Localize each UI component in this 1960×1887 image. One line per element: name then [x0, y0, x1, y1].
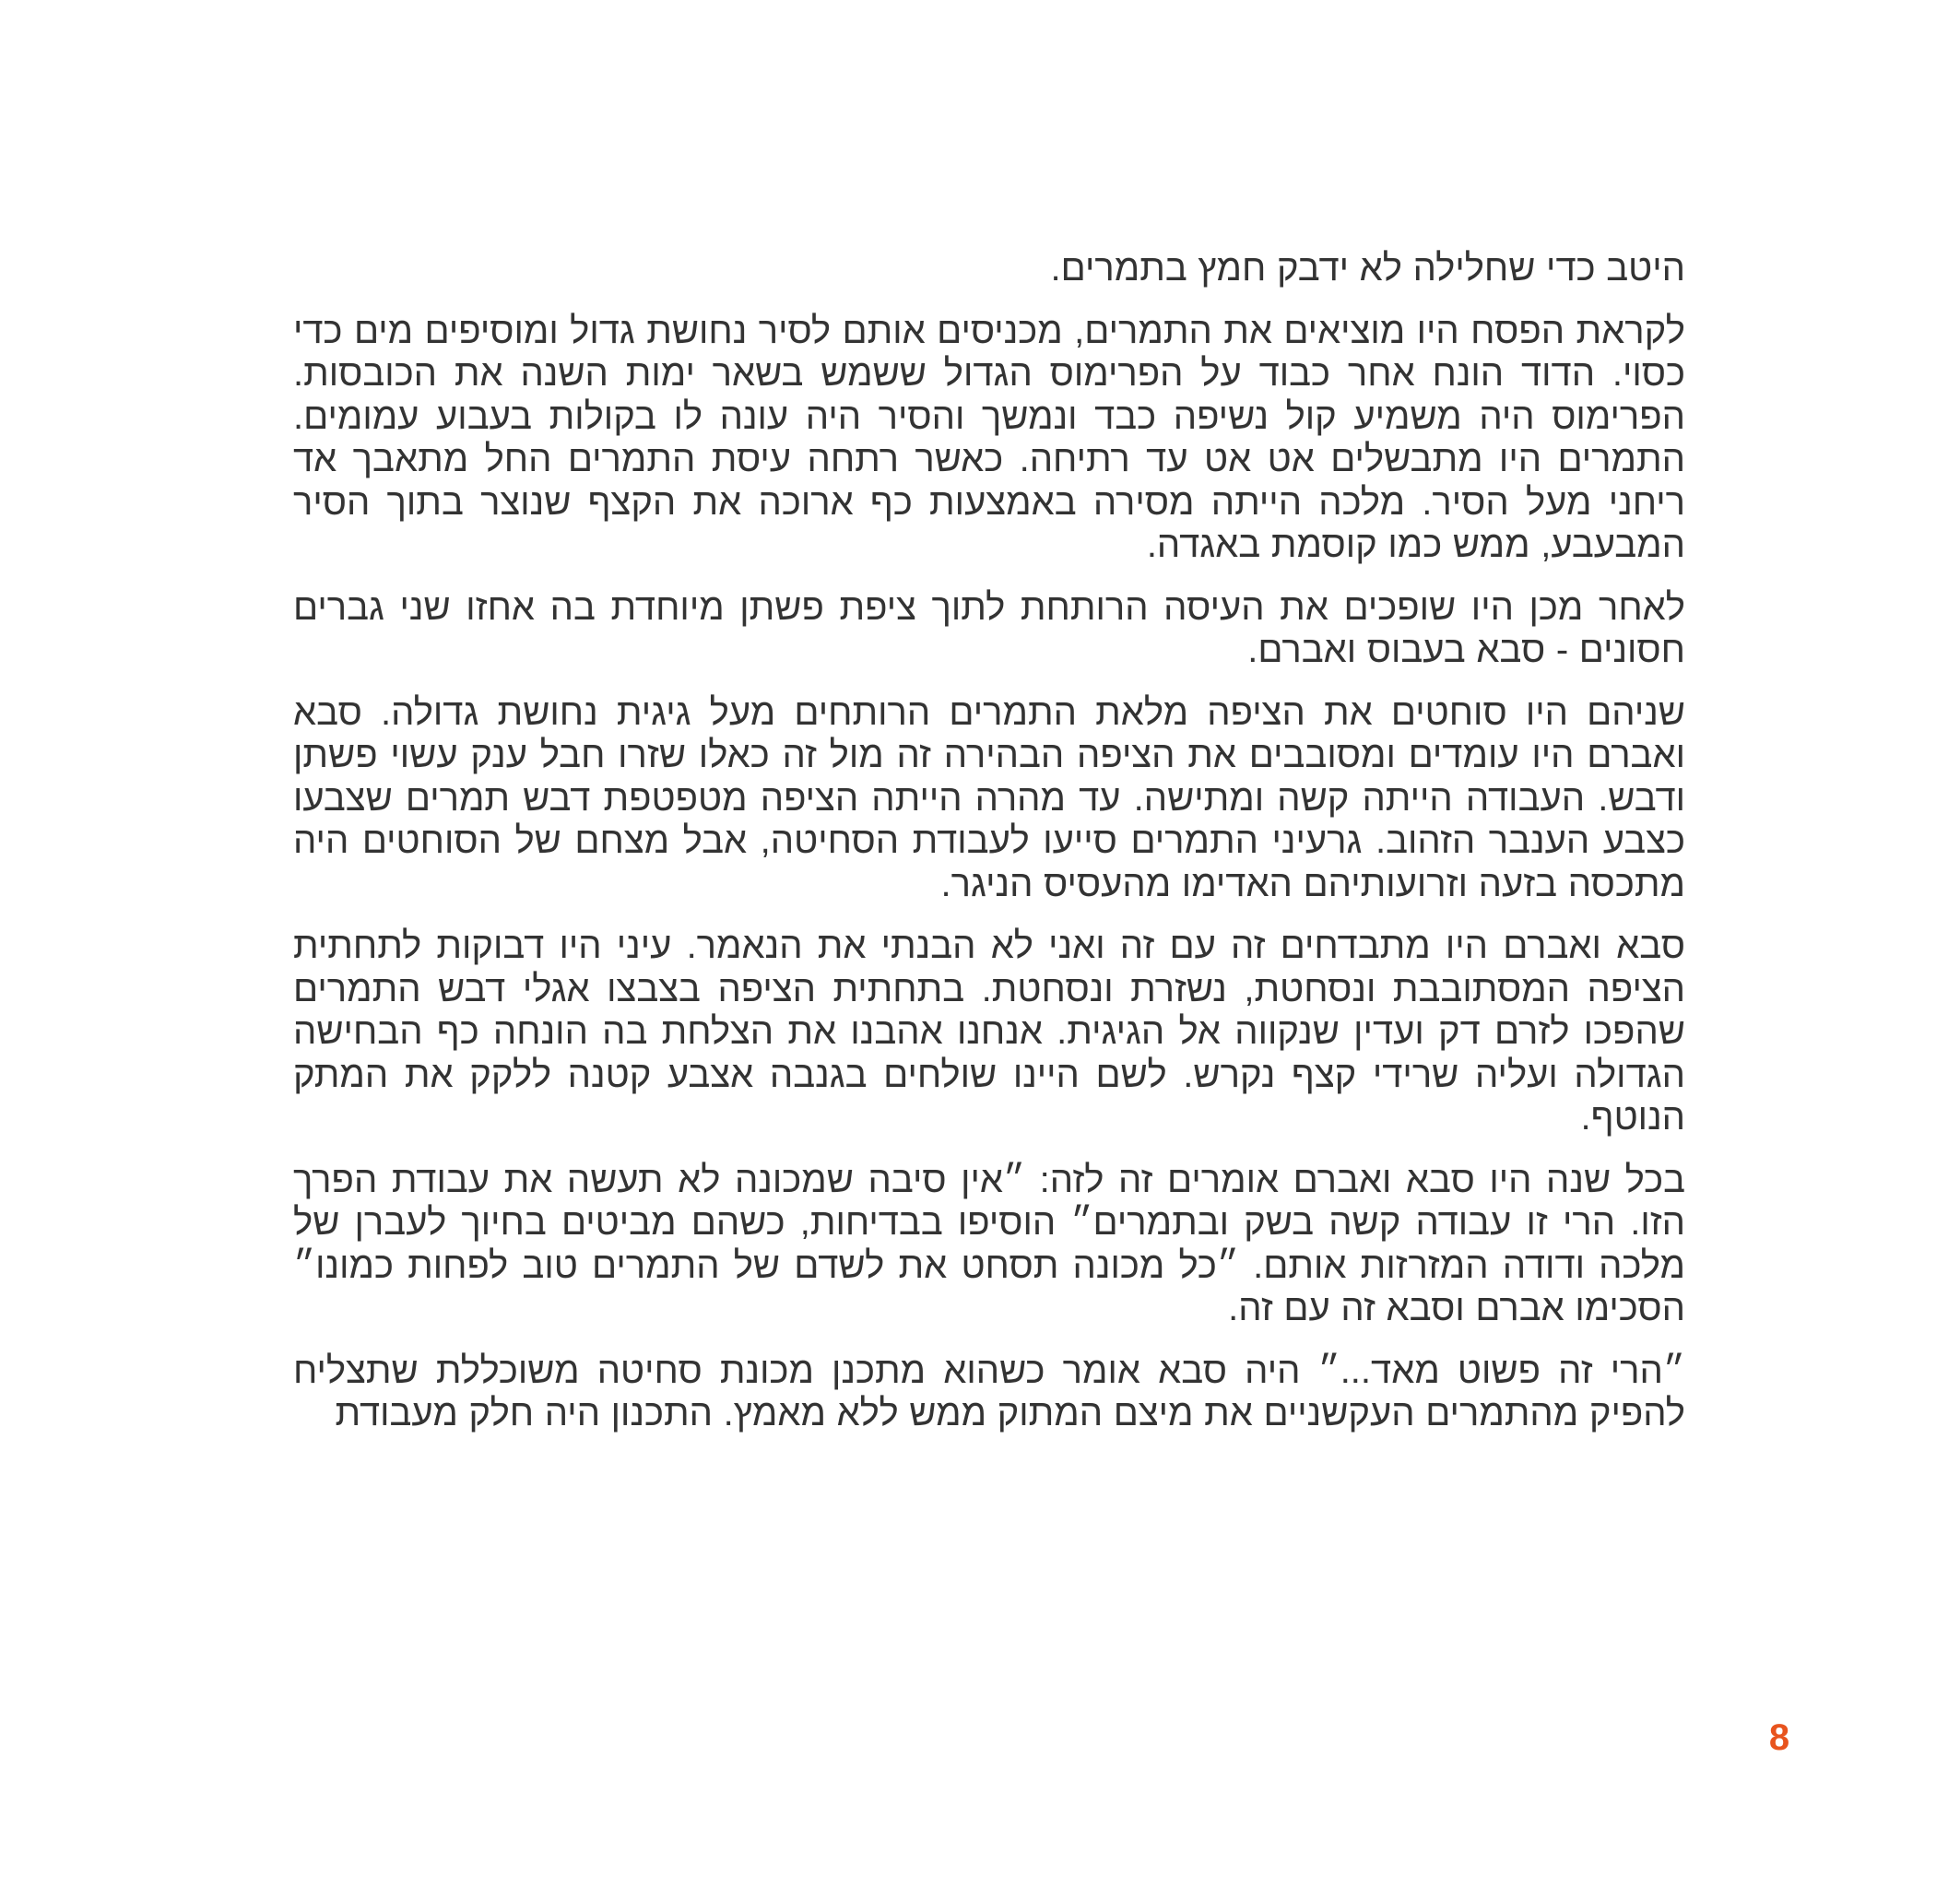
paragraph-2: לקראת הפסח היו מוציאים את התמרים, מכניסים אותם לסיר נחושת גדול ומוסיפים מים כדי כסוי. הדוד הונח אחר כבוד על הפרימוס הגדול ששמש בשאר ימות השנה את הכובסות. הפרימוס היה משמיע קול נשיפה כבד ונמשך והסיר היה עונה לו בקולות בעבוע עמומים. התמרים היו מתבשלים אט אט עד רתיחה. כאשר רתחה עיסת התמרים החל מתאבך אד ריחני מעל הסיר. מלכה הייתה מסירה באמצעות כף ארוכה את הקצף שנוצר בתוך הסיר המבעבע, ממש כמו קוסמת באגדה. [293, 310, 1685, 565]
paragraph-6: בכל שנה היו סבא ואברם אומרים זה לזה: ״אין סיבה שמכונה לא תעשה את עבודת הפרך הזו. הרי זו עבודה קשה בשק ובתמרים״ הוסיפו בבדיחות, כשהם מביטים בחיוך לעברן של מלכה ודודה המזרזות אותם. ״כל מכונה תסחט את לשדם של התמרים טוב לפחות כמונו״ הסכימו אברם וסבא זה עם זה. [293, 1159, 1685, 1328]
paragraph-3: לאחר מכן היו שופכים את העיסה הרותחת לתוך ציפת פשתן מיוחדת בה אחזו שני גברים חסונים - סבא בעבוס ואברם. [293, 586, 1685, 670]
paragraph-7: ״הרי זה פשוט מאד...״ היה סבא אומר כשהוא מתכנן מכונת סחיטה משוכללת שתצליח להפיק מהתמרים העקשניים את מיצם המתוק ממש ללא מאמץ. התכנון היה חלק מעבודת [293, 1350, 1685, 1433]
paragraph-5: סבא ואברם היו מתבדחים זה עם זה ואני לא הבנתי את הנאמר. עיני היו דבוקות לתחתית הציפה המסתובבת ונסחטת, נשזרת ונסחטת. בתחתית הציפה בצבצו אגלי דבש התמרים שהפכו לזרם דק ועדין שנקווה אל הגיגית. אנחנו אהבנו את הצלחת בה הונחה כף הבחישה הגדולה ועליה שרידי קצף נקרש. לשם היינו שולחים בגנבה אצבע קטנה ללקק את המתק הנוטף. [293, 926, 1685, 1138]
paragraph-1: היטב כדי שחלילה לא ידבק חמץ בתמרים. [1050, 248, 1685, 289]
page-number: 8 [1768, 1717, 1790, 1758]
paragraph-4: שניהם היו סוחטים את הציפה מלאת התמרים הרותחים מעל גיגית נחושת גדולה. סבא ואברם היו עומדים ומסובבים את הציפה הבהירה זה מול זה כאלו שזרו חבל ענק עשוי פשתן ודבש. העבודה הייתה קשה ומתישה. עד מהרה הייתה הציפה מטפטפת דבש תמרים שצבעו כצבע הענבר הזהוב. גרעיני התמרים סייעו לעבודת הסחיטה, אבל מצחם של הסוחטים היה מתכסה בזעה וזרועותיהם האדימו מהעסיס הניגר. [293, 691, 1685, 904]
body-text [293, 247, 1685, 1455]
